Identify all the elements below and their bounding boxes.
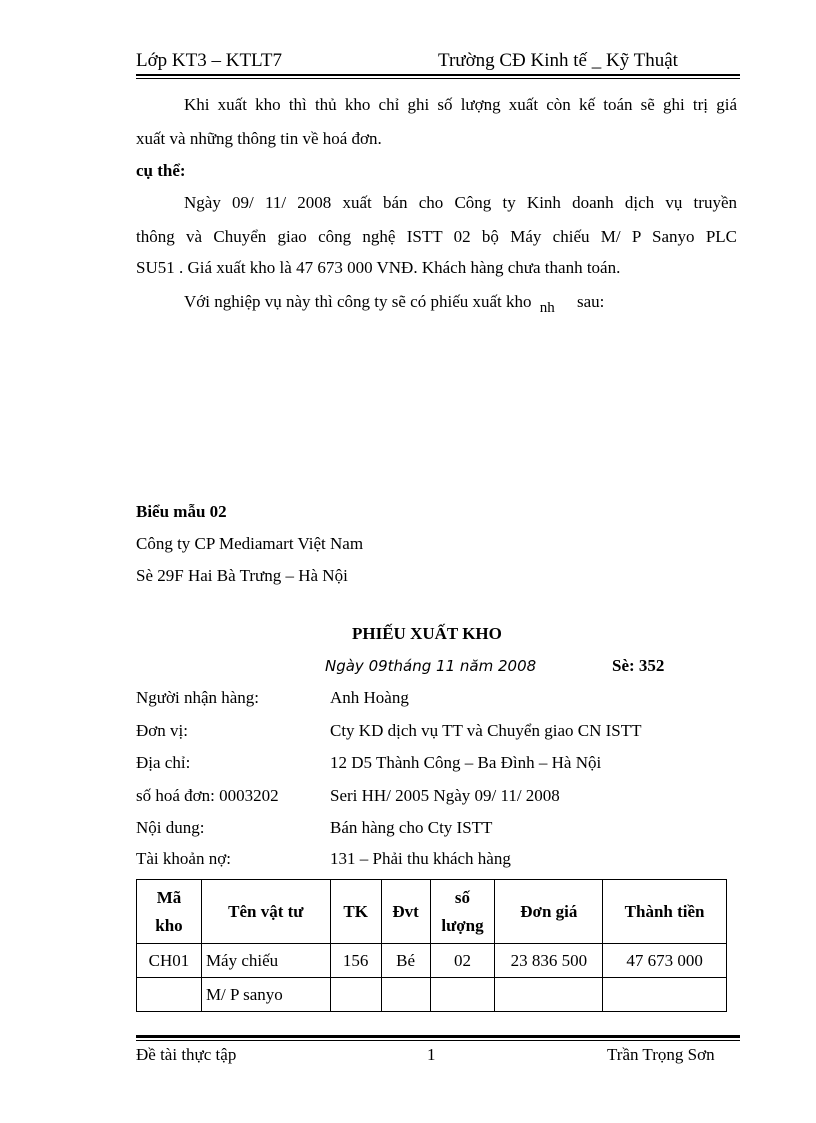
col-header-tk: TK [330,880,381,944]
cell-tk [330,978,381,1012]
cell-thanh-tien: 47 673 000 [603,944,727,978]
header-class-label: Lớp KT3 – KTLT7 [136,50,283,71]
cell-don-gia [495,978,603,1012]
col-header-dvt: Đvt [381,880,430,944]
field-label-unit: Đơn vị: [136,721,188,740]
cell-thanh-tien [603,978,727,1012]
cell-tk: 156 [330,944,381,978]
para2-line1: Ngày 09/ 11/ 2008 xuất bán cho Công ty Kinh doanh dịch vụ truyền [184,193,737,212]
field-value-address: 12 D5 Thành Công – Ba Đình – Hà Nội [330,753,602,772]
cell-ma [137,978,202,1012]
field-label-content: Nội dung: [136,818,205,837]
para3-end: sau: [577,292,605,311]
para3-subscript: nh [539,300,555,316]
cell-sl: 02 [430,944,495,978]
field-value-invoice: Seri HH/ 2005 Ngày 09/ 11/ 2008 [330,786,560,805]
cell-ten: Máy chiếu [201,944,330,978]
col-header-ten-vat-tu: Tên vật tư [201,880,330,944]
table-row [137,978,727,1012]
form-number: Sè: 352 [612,656,665,675]
footer-rule-thin [136,1040,740,1041]
form-title: PHIẾU XUẤT KHO [352,624,502,643]
bieu-mau-label: Biểu mẫu 02 [136,502,227,521]
table-header-row [137,880,727,944]
cell-ma: CH01 [137,944,202,978]
cell-dvt [381,978,430,1012]
field-value-receiver: Anh Hoàng [330,688,409,707]
header-rule [136,74,740,76]
footer-author: Trần Trọng Sơn [607,1045,715,1064]
footer-page-number: 1 [427,1045,436,1064]
header-school-label: Trường CĐ Kinh tế _ Kỹ Thuật [438,50,678,71]
field-value-content: Bán hàng cho Cty ISTT [330,818,493,837]
company-address: Sè 29F Hai Bà Trưng – Hà Nội [136,566,348,585]
form-date: Ngày 09tháng 11 năm 2008 [325,657,537,675]
items-table [136,879,727,1012]
field-label-receiver: Người nhận hàng: [136,688,260,707]
para2-line2: thông và Chuyển giao công nghệ ISTT 02 bộ Máy chiếu M/ P Sanyo PLC [136,227,737,246]
table-row [137,944,727,978]
para3-main: Với nghiệp vụ này thì công ty sẽ có phiếu xuất kho [184,292,532,311]
footer-topic-label: Đề tài thực tập [136,1045,237,1064]
field-label-account: Tài khoản nợ: [136,849,231,868]
field-label-invoice: số hoá đơn: 0003202 [136,786,279,805]
col-header-don-gia: Đơn giá [495,880,603,944]
cell-dvt: Bé [381,944,430,978]
field-value-unit: Cty KD dịch vụ TT và Chuyển giao CN ISTT [330,721,642,740]
cell-ten: M/ P sanyo [201,978,330,1012]
col-header-thanh-tien: Thành tiền [603,880,727,944]
col-header-ma-kho: Mã kho [137,880,202,944]
footer-rule [136,1035,740,1038]
para1-line1: Khi xuất kho thì thủ kho chỉ ghi số lượng xuất còn kế toán sẽ ghi trị giá [184,95,737,114]
field-value-account: 131 – Phải thu khách hàng [330,849,511,868]
para1-line2: xuất và những thông tin về hoá đơn. [136,129,382,148]
cell-sl [430,978,495,1012]
col-header-so-luong: số lượng [430,880,495,944]
header-rule-thin [136,78,740,79]
cell-don-gia: 23 836 500 [495,944,603,978]
company-name: Công ty CP Mediamart Việt Nam [136,534,364,553]
cu-the-label: cụ thể: [136,161,186,180]
para3-line [184,292,605,316]
para2-line3: SU51 . Giá xuất kho là 47 673 000 VNĐ. Khách hàng chưa thanh toán. [136,258,621,277]
field-label-address: Địa chỉ: [136,753,191,772]
